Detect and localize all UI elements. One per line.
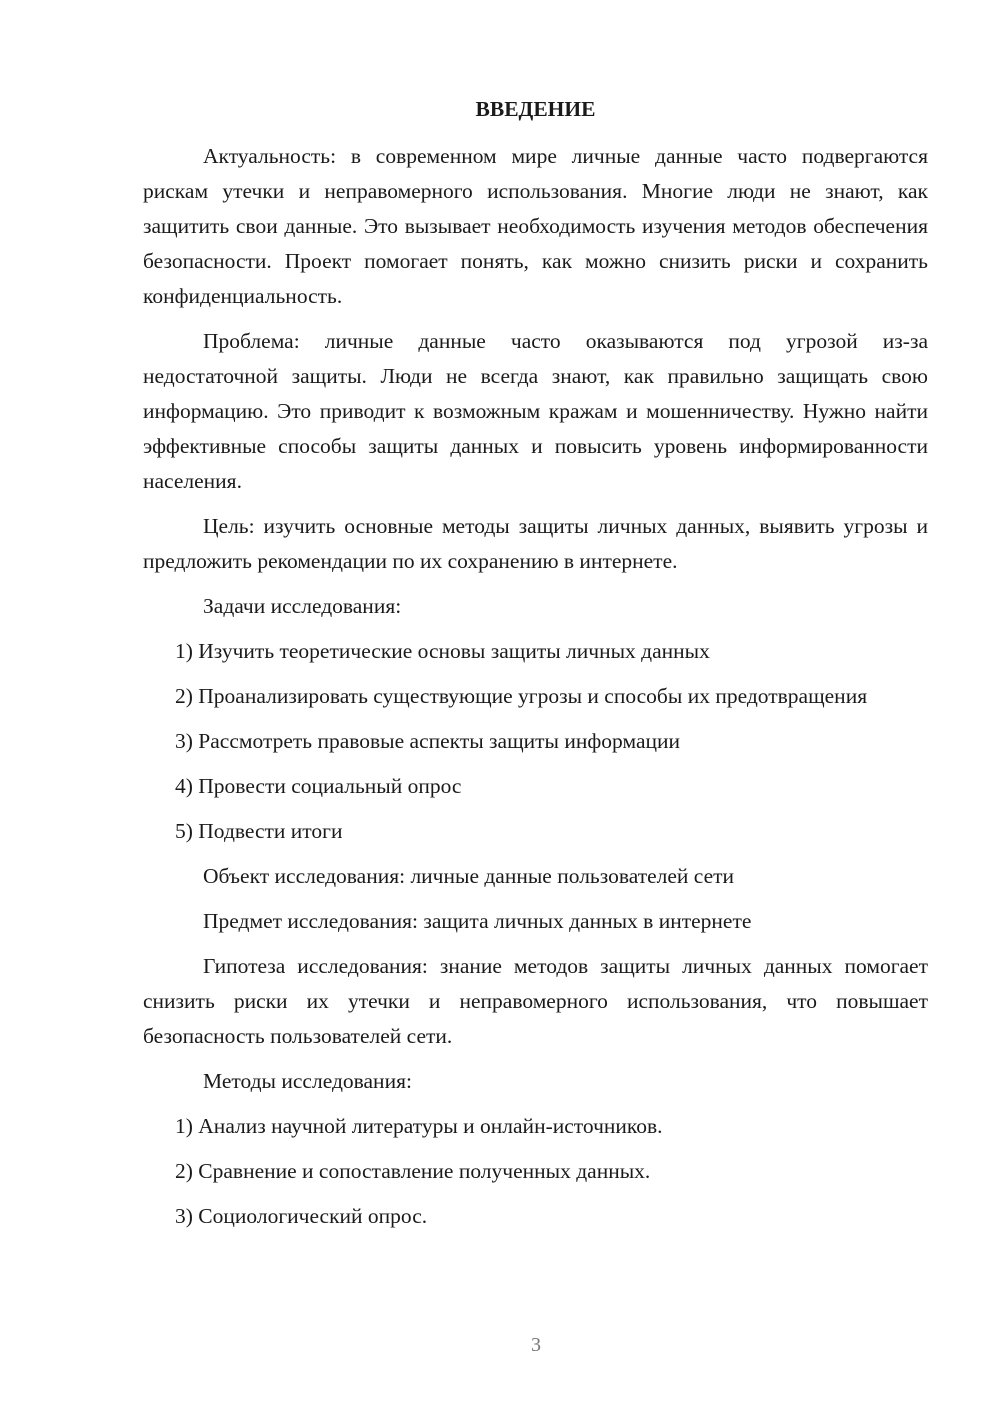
section-heading: ВВЕДЕНИЕ: [475, 97, 596, 121]
research-subject: Предмет исследования: защита личных данных в интернете: [203, 909, 752, 933]
page-number: 3: [531, 1334, 541, 1356]
tasks-title: Задачи исследования:: [203, 594, 402, 618]
task-item: 1) Изучить теоретические основы защиты личных данных: [175, 639, 710, 663]
task-item: 4) Провести социальный опрос: [175, 774, 462, 798]
method-item: 3) Социологический опрос.: [175, 1204, 428, 1228]
relevance-paragraph: Актуальность: в современном мире личные данные часто подвергаются рискам утечки и неправомерного использования. Многие люди не знают, как защитить свои данные. Это вызывает необходимость изучения методов обеспечения безопасности. Проект помогает понять, как можно снизить риски и сохранить конфиденциальность.: [143, 144, 928, 308]
methods-title: Методы исследования:: [203, 1069, 412, 1093]
method-item: 2) Сравнение и сопоставление полученных данных.: [175, 1159, 651, 1183]
task-item: 2) Проанализировать существующие угрозы и способы их предотвращения: [175, 684, 868, 708]
task-item: 5) Подвести итоги: [175, 819, 343, 843]
research-object: Объект исследования: личные данные пользователей сети: [203, 864, 735, 888]
task-item: 3) Рассмотреть правовые аспекты защиты информации: [175, 729, 680, 753]
problem-paragraph: Проблема: личные данные часто оказываются под угрозой из-за недостаточной защиты. Люди не всегда знают, как правильно защищать свою информацию. Это приводит к возможным кражам и мошенничеству. Нужно найти эффективные способы защиты данных и повысить уровень информированности населения.: [143, 329, 928, 493]
document-page: [143, 92, 928, 1244]
hypothesis-paragraph: Гипотеза исследования: знание методов защиты личных данных помогает снизить риски их утечки и неправомерного использования, что повышает безопасность пользователей сети.: [143, 954, 928, 1048]
method-item: 1) Анализ научной литературы и онлайн-источников.: [175, 1114, 663, 1138]
goal-paragraph: Цель: изучить основные методы защиты личных данных, выявить угрозы и предложить рекомендации по их сохранению в интернете.: [143, 514, 928, 573]
